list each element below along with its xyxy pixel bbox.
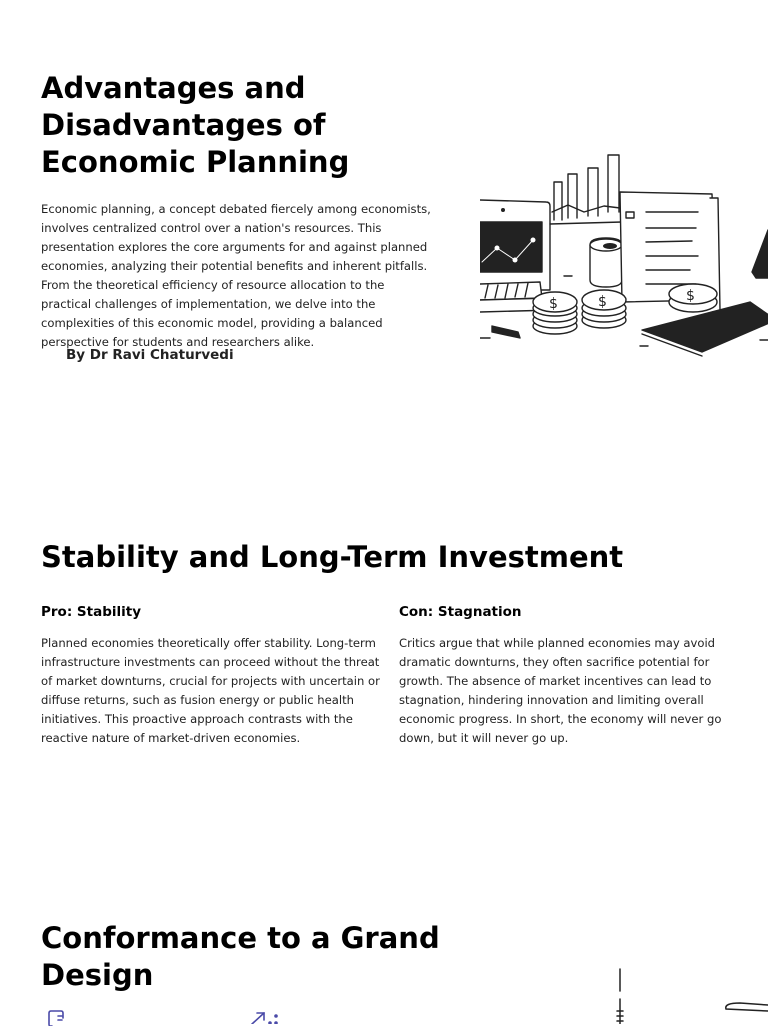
author-byline: By Dr Ravi Chaturvedi [66, 347, 234, 363]
stability-section-title: Stability and Long-Term Investment [41, 540, 624, 574]
svg-text:$: $ [549, 296, 558, 312]
pro-body: Planned economies theoretically offer stability. Long-term infrastructure investments can proceed without the threat of market downturns, crucial for projects with uncertain or diffuse returns, such as fusion energy or public health initiatives. This proactive approach contrasts with the reactive nature of market-driven economies. [41, 636, 380, 745]
grand-design-illustration [600, 965, 768, 1024]
slide-title: Advantages and Disadvantages of Economic Planning [41, 71, 350, 179]
con-body: Critics argue that while planned economies may avoid dramatic downturns, they often sacrifice potential for growth. The absence of market incentives can lead to stagnation, hindering innovation and limiting overall economic progress. In short, the economy will never go down, but it will never go up. [399, 636, 722, 745]
con-column [399, 604, 729, 748]
pro-heading: Pro: Stability [41, 604, 142, 620]
growth-arrow-icon [250, 1010, 282, 1024]
pro-column [41, 604, 381, 748]
intro-paragraph: Economic planning, a concept debated fiercely among economists, involves centralized control over a nation's resources. This presentation explores the core arguments for and against planned economies, analyzing their potential benefits and inherent pitfalls. From the theoretical efficiency of resource allocation to the practical challenges of implementation, we delve into the complexities of this economic model, providing a balanced perspective for students and researchers alike. [41, 202, 431, 349]
svg-text:$: $ [598, 294, 607, 310]
con-heading: Con: Stagnation [399, 604, 522, 620]
svg-text:$: $ [686, 288, 695, 304]
finance-illustration [480, 150, 768, 360]
grand-design-section-title: Conformance to a Grand Design [41, 921, 440, 992]
